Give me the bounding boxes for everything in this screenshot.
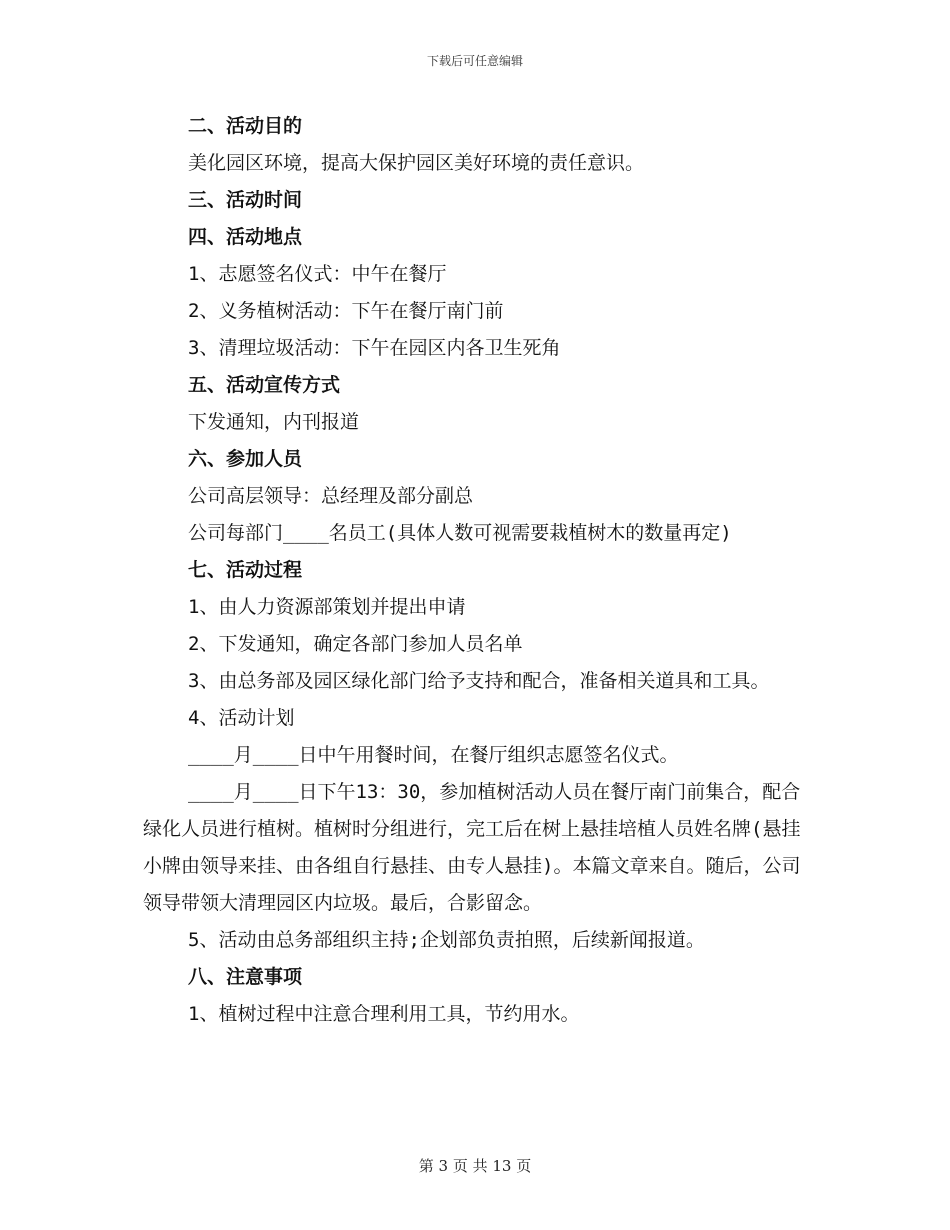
plan-item-2: ____月____日下午13：30，参加植树活动人员在餐厅南门前集合，配合绿化人员进行植树。植树时分组进行，完工后在树上悬挂培植人员姓名牌(悬挂小牌由领导来挂、由各组自行悬挂、由专人悬挂)。本篇文章来自。随后，公司领导带领大清理园区内垃圾。最后，合影留念。	[143, 781, 801, 914]
location-item-2: 2、义务植树活动：下午在餐厅南门前	[188, 300, 504, 322]
location-item-1: 1、志愿签名仪式：中午在餐厅	[188, 263, 447, 285]
paragraph-publicity: 下发通知，内刊报道	[188, 411, 360, 433]
header-note: 下载后可任意编辑	[426, 54, 523, 68]
section-heading-time: 三、活动时间	[188, 189, 303, 211]
participants-staff: 公司每部门____名员工(具体人数可视需要栽植树木的数量再定)	[188, 522, 732, 544]
notes-item-1: 1、植树过程中注意合理利用工具，节约用水。	[188, 1003, 580, 1025]
page-number-footer: 第 3 页 共 13 页	[418, 1157, 532, 1175]
location-item-3: 3、清理垃圾活动：下午在园区内各卫生死角	[188, 337, 561, 359]
paragraph-purpose: 美化园区环境，提高大保护园区美好环境的责任意识。	[188, 152, 645, 174]
section-heading-process: 七、活动过程	[188, 559, 303, 581]
document-body	[143, 108, 803, 1033]
section-heading-purpose: 二、活动目的	[188, 115, 303, 137]
plan-item-1: ____月____日中午用餐时间，在餐厅组织志愿签名仪式。	[188, 744, 679, 766]
section-heading-publicity: 五、活动宣传方式	[188, 374, 341, 396]
process-item-5: 5、活动由总务部组织主持;企划部负责拍照，后续新闻报道。	[188, 929, 705, 951]
section-heading-participants: 六、参加人员	[188, 448, 303, 470]
process-item-3: 3、由总务部及园区绿化部门给予支持和配合，准备相关道具和工具。	[188, 670, 770, 692]
section-heading-location: 四、活动地点	[188, 226, 303, 248]
process-item-2: 2、下发通知，确定各部门参加人员名单	[188, 633, 523, 655]
process-item-1: 1、由人力资源部策划并提出申请	[188, 596, 466, 618]
process-item-4: 4、活动计划	[188, 707, 295, 729]
participants-leaders: 公司高层领导：总经理及部分副总	[188, 485, 474, 507]
section-heading-notes: 八、注意事项	[188, 966, 303, 988]
